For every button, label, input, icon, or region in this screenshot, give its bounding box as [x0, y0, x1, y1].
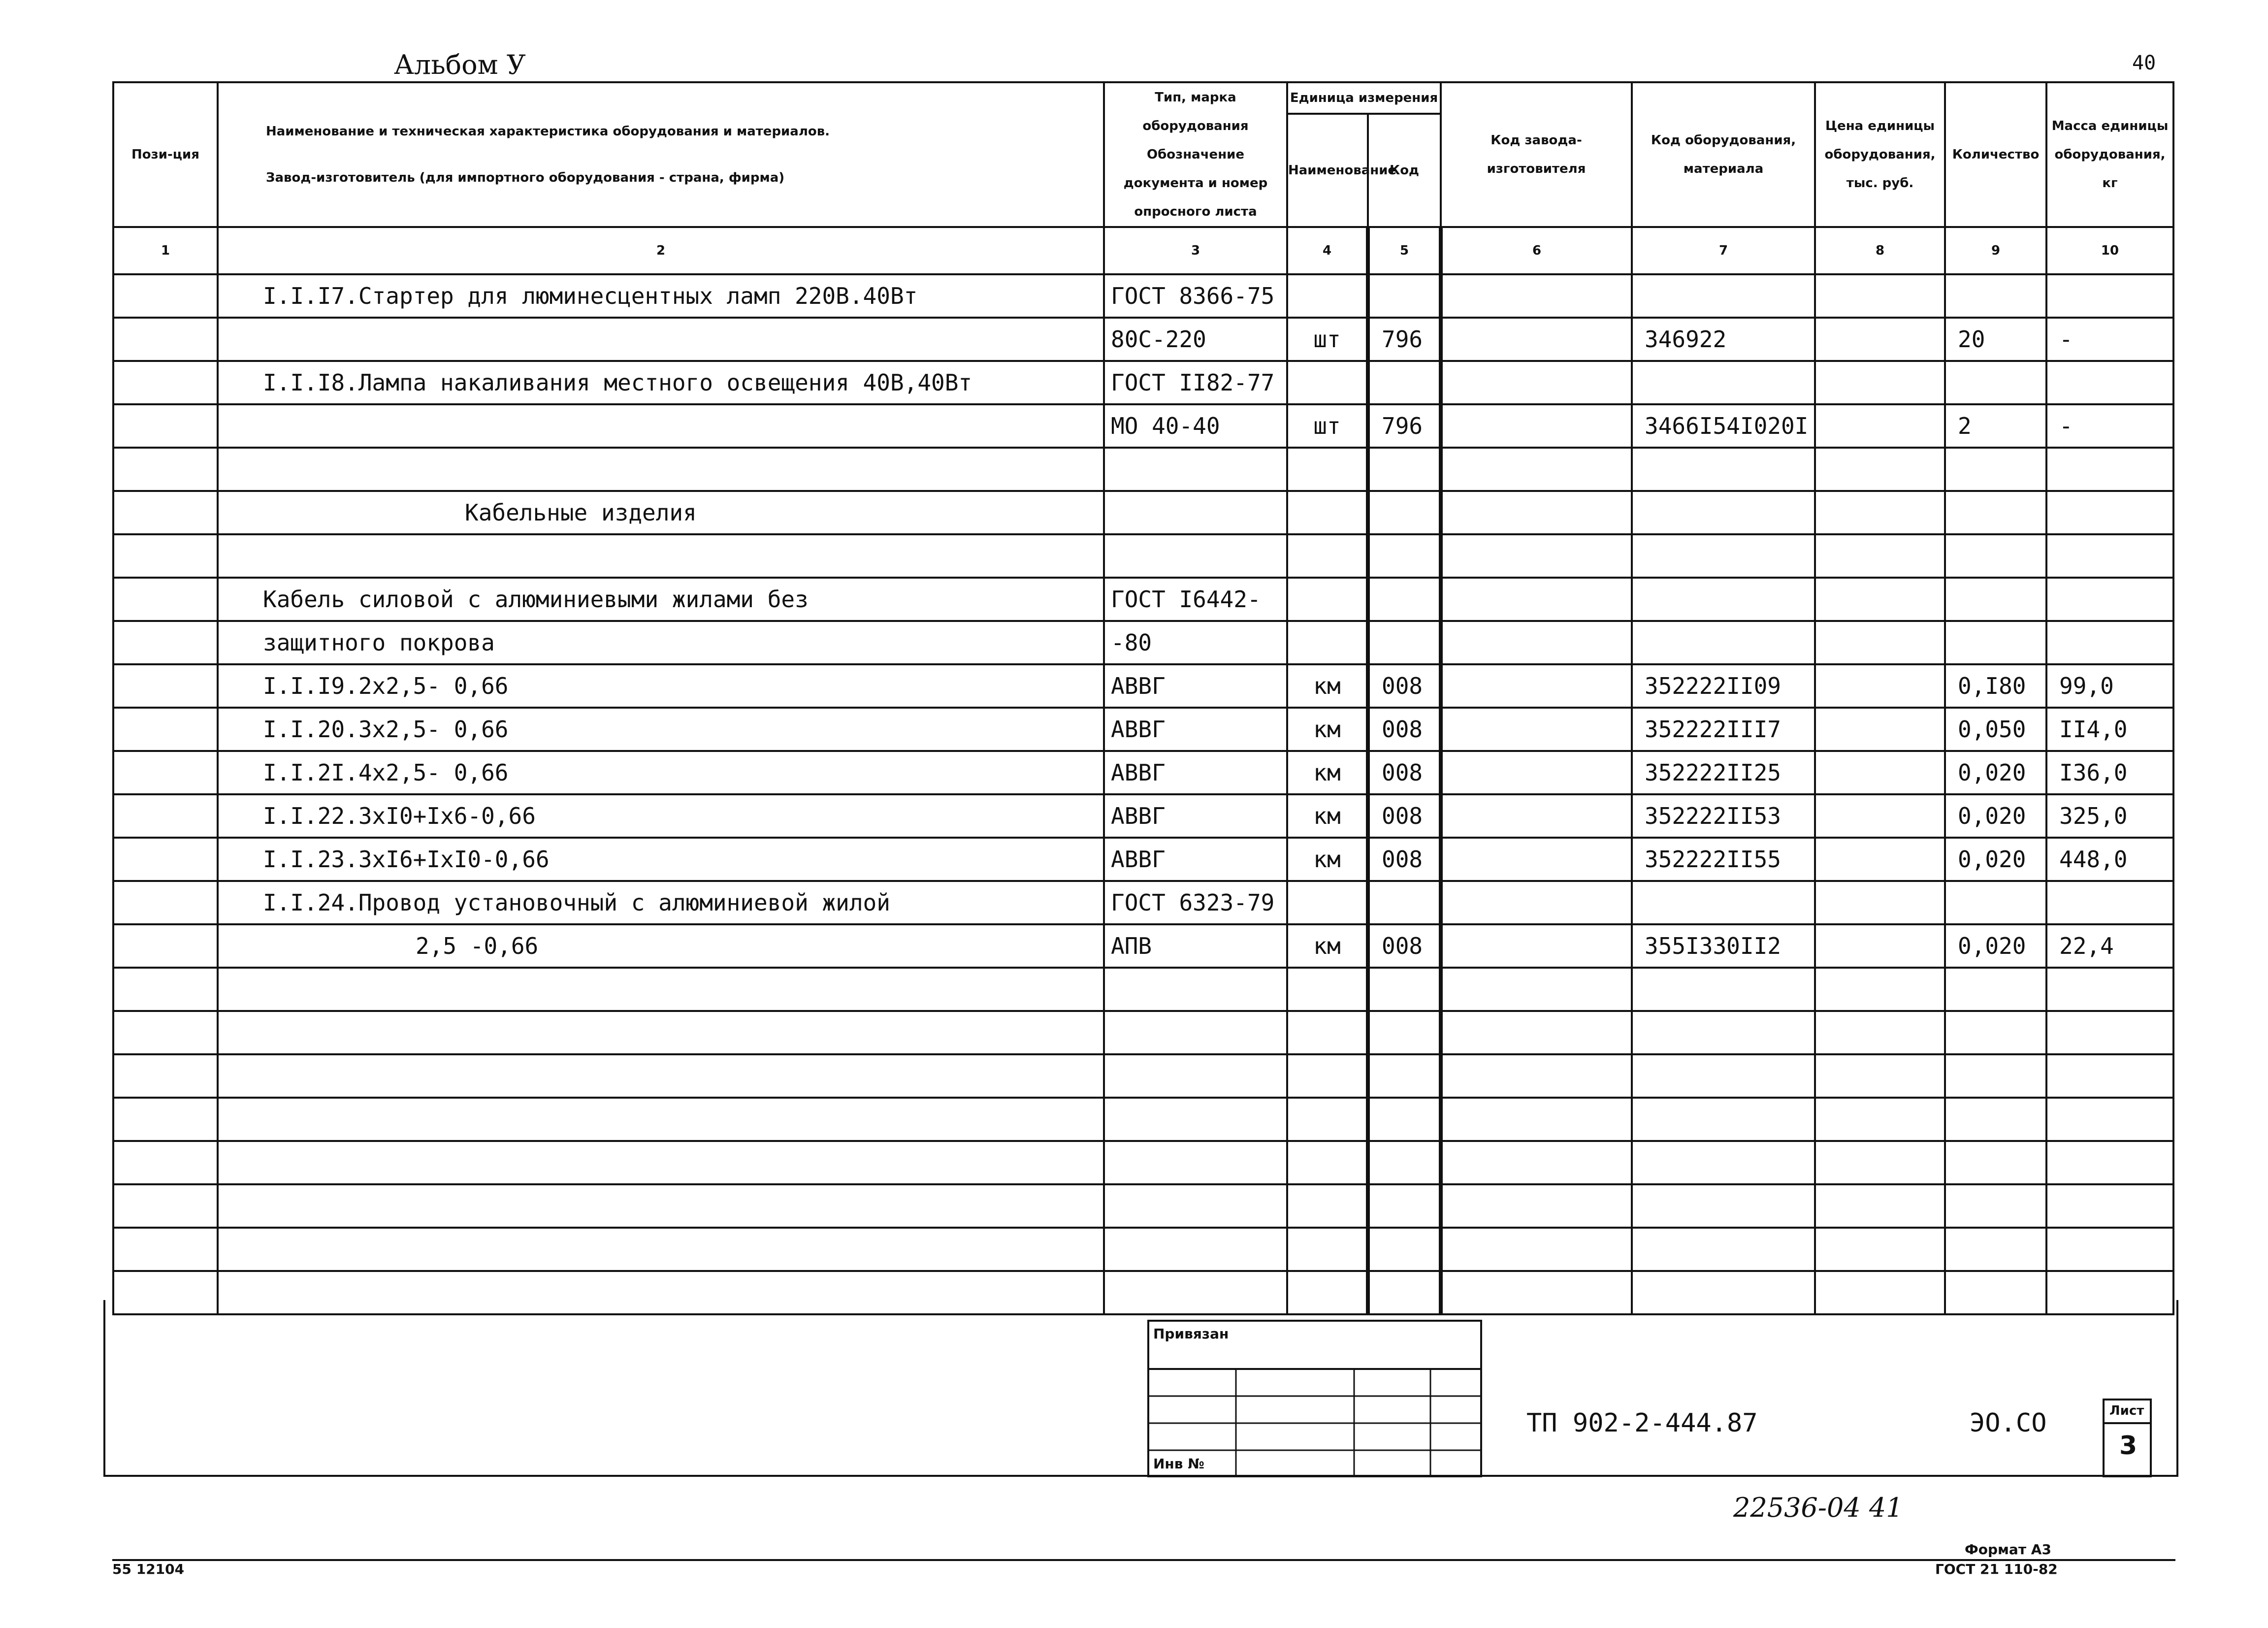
cell-ucode: [1368, 1054, 1441, 1098]
cell-qty: [1945, 491, 2046, 534]
cell-unit: [1287, 881, 1368, 924]
cell-qty: [1945, 361, 2046, 404]
cell-mass: [2046, 1098, 2173, 1141]
col-header-name-line2: Завод-изготовитель (для импортного оборудования - страна, фирма): [266, 170, 785, 185]
cell-pos: [113, 924, 218, 968]
cell-fcode: [1441, 1141, 1632, 1184]
cell-unit: [1287, 448, 1368, 491]
column-number: 9: [1945, 227, 2046, 274]
cell-name: [218, 534, 1104, 578]
cell-name: [218, 1011, 1104, 1054]
cell-name: Кабельные изделия: [218, 491, 1104, 534]
cell-fcode: [1441, 361, 1632, 404]
cell-name: [218, 968, 1104, 1011]
cell-name: [218, 1184, 1104, 1228]
cell-mass: [2046, 274, 2173, 318]
cell-qty: [1945, 578, 2046, 621]
cell-ucode: 008: [1368, 794, 1441, 838]
cell-ucode: 008: [1368, 838, 1441, 881]
cell-code: [1632, 1228, 1815, 1271]
cell-price: [1815, 664, 1945, 708]
cell-unit: [1287, 1228, 1368, 1271]
cell-qty: [1945, 1184, 2046, 1228]
cell-price: [1815, 1184, 1945, 1228]
col-header-quantity: Количество: [1945, 82, 2046, 227]
table-row: [113, 794, 2173, 838]
cell-code: [1632, 1054, 1815, 1098]
cell-mass: [2046, 1228, 2173, 1271]
cell-price: [1815, 881, 1945, 924]
cell-ucode: 008: [1368, 751, 1441, 794]
cell-price: [1815, 1098, 1945, 1141]
column-number: 4: [1287, 227, 1368, 274]
title-block-frame: [103, 1300, 2178, 1477]
approval-stamp: [1147, 1320, 1482, 1477]
archive-number: 55 12104: [112, 1561, 185, 1577]
cell-unit: [1287, 361, 1368, 404]
cell-code: 352222II25: [1632, 751, 1815, 794]
cell-type: 80С-220: [1104, 318, 1287, 361]
cell-pos: [113, 361, 218, 404]
cell-pos: [113, 1098, 218, 1141]
cell-price: [1815, 1011, 1945, 1054]
cell-mass: 99,0: [2046, 664, 2173, 708]
cell-unit: км: [1287, 751, 1368, 794]
sheet-number: 3: [2119, 1431, 2138, 1461]
cell-qty: [1945, 534, 2046, 578]
cell-mass: 448,0: [2046, 838, 2173, 881]
cell-name: I.I.20.3х2,5- 0,66: [218, 708, 1104, 751]
cell-unit: [1287, 1184, 1368, 1228]
cell-ucode: [1368, 361, 1441, 404]
cell-name: I.I.I8.Лампа накаливания местного освещения 40В,40Вт: [218, 361, 1104, 404]
table-row: [113, 491, 2173, 534]
cell-code: 3466I54I020I: [1632, 404, 1815, 448]
table-row: [113, 448, 2173, 491]
table-row: [113, 664, 2173, 708]
cell-code: 352222II55: [1632, 838, 1815, 881]
col-header-type: Тип, марка оборудования Обозначение документа и номер опросного листа: [1104, 82, 1287, 227]
cell-name: [218, 404, 1104, 448]
cell-unit: [1287, 578, 1368, 621]
col-header-name: [218, 82, 1104, 227]
cell-fcode: [1441, 664, 1632, 708]
cell-qty: [1945, 1011, 2046, 1054]
cell-code: 346922: [1632, 318, 1815, 361]
cell-code: 352222II09: [1632, 664, 1815, 708]
cell-type: [1104, 1054, 1287, 1098]
cell-ucode: [1368, 274, 1441, 318]
cell-ucode: [1368, 578, 1441, 621]
cell-mass: 325,0: [2046, 794, 2173, 838]
cell-unit: км: [1287, 708, 1368, 751]
cell-unit: [1287, 1141, 1368, 1184]
cell-code: [1632, 1141, 1815, 1184]
cell-mass: [2046, 1184, 2173, 1228]
cell-fcode: [1441, 1184, 1632, 1228]
cell-fcode: [1441, 1098, 1632, 1141]
cell-mass: -: [2046, 318, 2173, 361]
cell-type: АВВГ: [1104, 794, 1287, 838]
cell-unit: шт: [1287, 404, 1368, 448]
table-row: [113, 621, 2173, 664]
table-row: [113, 274, 2173, 318]
cell-type: АВВГ: [1104, 664, 1287, 708]
cell-pos: [113, 274, 218, 318]
table-row: [113, 361, 2173, 404]
cell-unit: [1287, 491, 1368, 534]
cell-ucode: [1368, 1228, 1441, 1271]
cell-name: защитного покрова: [218, 621, 1104, 664]
cell-type: ГОСТ I6442-: [1104, 578, 1287, 621]
cell-mass: I36,0: [2046, 751, 2173, 794]
cell-unit: км: [1287, 838, 1368, 881]
cell-type: ГОСТ 6323-79: [1104, 881, 1287, 924]
cell-mass: [2046, 881, 2173, 924]
cell-pos: [113, 491, 218, 534]
col-header-name-line1: Наименование и техническая характеристика оборудования и материалов.: [266, 124, 830, 139]
cell-fcode: [1441, 1228, 1632, 1271]
cell-qty: [1945, 1098, 2046, 1141]
cell-qty: 0,020: [1945, 794, 2046, 838]
cell-fcode: [1441, 751, 1632, 794]
cell-unit: [1287, 534, 1368, 578]
cell-price: [1815, 1054, 1945, 1098]
cell-name: 2,5 -0,66: [218, 924, 1104, 968]
cell-mass: [2046, 1054, 2173, 1098]
cell-pos: [113, 1184, 218, 1228]
table-row: [113, 578, 2173, 621]
col-header-equipment-code: Код оборудования, материала: [1632, 82, 1815, 227]
cell-name: Кабель силовой с алюминиевыми жилами без: [218, 578, 1104, 621]
cell-ucode: 008: [1368, 924, 1441, 968]
format-label: Формат А3: [1965, 1541, 2051, 1558]
cell-code: 355I330II2: [1632, 924, 1815, 968]
cell-name: [218, 1141, 1104, 1184]
cell-name: I.I.22.3хI0+Iх6-0,66: [218, 794, 1104, 838]
cell-pos: [113, 534, 218, 578]
table-row: [113, 968, 2173, 1011]
cell-pos: [113, 794, 218, 838]
cell-price: [1815, 838, 1945, 881]
table-row: [113, 838, 2173, 881]
cell-qty: 0,020: [1945, 924, 2046, 968]
stamp-label-inventory: Инв №: [1153, 1456, 1204, 1472]
cell-price: [1815, 274, 1945, 318]
cell-ucode: 008: [1368, 708, 1441, 751]
cell-unit: км: [1287, 924, 1368, 968]
cell-mass: [2046, 448, 2173, 491]
cell-qty: [1945, 274, 2046, 318]
table-row: [113, 1011, 2173, 1054]
cell-ucode: [1368, 881, 1441, 924]
handwritten-number: 22536-04 41: [1733, 1492, 1903, 1523]
cell-fcode: [1441, 534, 1632, 578]
cell-pos: [113, 1228, 218, 1271]
table-row: [113, 881, 2173, 924]
cell-ucode: [1368, 1098, 1441, 1141]
cell-ucode: [1368, 534, 1441, 578]
cell-unit: км: [1287, 664, 1368, 708]
cell-code: [1632, 448, 1815, 491]
cell-ucode: [1368, 1141, 1441, 1184]
column-number: 10: [2046, 227, 2173, 274]
cell-qty: 0,050: [1945, 708, 2046, 751]
col-header-position: Пози-ция: [113, 82, 218, 227]
cell-pos: [113, 404, 218, 448]
cell-fcode: [1441, 838, 1632, 881]
sheet-label: Лист: [2109, 1403, 2144, 1418]
cell-type: [1104, 968, 1287, 1011]
cell-unit: [1287, 968, 1368, 1011]
sheet-box: [2103, 1399, 2152, 1477]
table-row: [113, 404, 2173, 448]
cell-qty: 0,I80: [1945, 664, 2046, 708]
cell-ucode: [1368, 968, 1441, 1011]
cell-mass: [2046, 1011, 2173, 1054]
cell-mass: -: [2046, 404, 2173, 448]
cell-price: [1815, 578, 1945, 621]
cell-type: МО 40-40: [1104, 404, 1287, 448]
footer-rule: [112, 1559, 2175, 1561]
col-header-mass: Масса единицы оборудования, кг: [2046, 82, 2173, 227]
cell-code: [1632, 274, 1815, 318]
cell-unit: [1287, 1011, 1368, 1054]
cell-fcode: [1441, 1054, 1632, 1098]
cell-qty: 0,020: [1945, 838, 2046, 881]
cell-pos: [113, 1141, 218, 1184]
stamp-label-attached: Привязан: [1153, 1326, 1229, 1342]
cell-type: [1104, 1141, 1287, 1184]
document-section: ЭО.СО: [1970, 1408, 2047, 1438]
cell-price: [1815, 1228, 1945, 1271]
cell-code: [1632, 1184, 1815, 1228]
cell-fcode: [1441, 621, 1632, 664]
cell-pos: [113, 968, 218, 1011]
table-row: [113, 1184, 2173, 1228]
cell-name: [218, 1098, 1104, 1141]
cell-type: [1104, 1011, 1287, 1054]
cell-price: [1815, 794, 1945, 838]
cell-fcode: [1441, 1011, 1632, 1054]
cell-name: [218, 1054, 1104, 1098]
cell-code: [1632, 534, 1815, 578]
cell-price: [1815, 1141, 1945, 1184]
cell-pos: [113, 318, 218, 361]
cell-name: I.I.23.3хI6+IхI0-0,66: [218, 838, 1104, 881]
cell-pos: [113, 881, 218, 924]
cell-fcode: [1441, 924, 1632, 968]
table-row: [113, 1098, 2173, 1141]
cell-fcode: [1441, 968, 1632, 1011]
cell-price: [1815, 361, 1945, 404]
cell-code: 352222III7: [1632, 708, 1815, 751]
cell-unit: [1287, 1098, 1368, 1141]
column-number-row: [113, 227, 2173, 274]
cell-qty: [1945, 1228, 2046, 1271]
col-header-price: Цена единицы оборудования, тыс. руб.: [1815, 82, 1945, 227]
cell-ucode: [1368, 621, 1441, 664]
cell-pos: [113, 1054, 218, 1098]
cell-pos: [113, 751, 218, 794]
cell-name: I.I.2I.4х2,5- 0,66: [218, 751, 1104, 794]
cell-qty: 2: [1945, 404, 2046, 448]
cell-price: [1815, 318, 1945, 361]
column-number: 3: [1104, 227, 1287, 274]
cell-mass: 22,4: [2046, 924, 2173, 968]
cell-code: [1632, 578, 1815, 621]
cell-type: [1104, 448, 1287, 491]
cell-type: [1104, 1098, 1287, 1141]
cell-price: [1815, 751, 1945, 794]
cell-type: АВВГ: [1104, 751, 1287, 794]
column-number: 8: [1815, 227, 1945, 274]
cell-type: ГОСТ 8366-75: [1104, 274, 1287, 318]
cell-price: [1815, 708, 1945, 751]
cell-type: [1104, 491, 1287, 534]
cell-fcode: [1441, 794, 1632, 838]
table-row: [113, 318, 2173, 361]
cell-qty: [1945, 621, 2046, 664]
table-row: [113, 751, 2173, 794]
cell-fcode: [1441, 578, 1632, 621]
column-number: 2: [218, 227, 1104, 274]
gost-label: ГОСТ 21 110-82: [1935, 1561, 2058, 1577]
cell-name: I.I.I7.Стартер для люминесцентных ламп 220В.40Вт: [218, 274, 1104, 318]
table-row: [113, 1054, 2173, 1098]
cell-qty: [1945, 1141, 2046, 1184]
cell-pos: [113, 448, 218, 491]
cell-name: I.I.24.Провод установочный с алюминиевой жилой: [218, 881, 1104, 924]
table-row: [113, 924, 2173, 968]
cell-type: АВВГ: [1104, 708, 1287, 751]
cell-ucode: [1368, 1184, 1441, 1228]
cell-ucode: 796: [1368, 318, 1441, 361]
table-row: [113, 708, 2173, 751]
cell-code: [1632, 621, 1815, 664]
table-row: [113, 1228, 2173, 1271]
cell-price: [1815, 621, 1945, 664]
cell-qty: 20: [1945, 318, 2046, 361]
cell-mass: [2046, 968, 2173, 1011]
cell-type: [1104, 1184, 1287, 1228]
cell-unit: [1287, 621, 1368, 664]
col-header-factory-code: Код завода-изготовителя: [1441, 82, 1632, 227]
cell-ucode: [1368, 1011, 1441, 1054]
cell-pos: [113, 578, 218, 621]
document-code: ТП 902-2-444.87: [1526, 1408, 1758, 1438]
specification-table: [112, 81, 2174, 1315]
cell-fcode: [1441, 881, 1632, 924]
cell-name: [218, 1228, 1104, 1271]
cell-pos: [113, 621, 218, 664]
cell-type: [1104, 534, 1287, 578]
cell-pos: [113, 1011, 218, 1054]
cell-unit: [1287, 1054, 1368, 1098]
cell-price: [1815, 968, 1945, 1011]
cell-mass: II4,0: [2046, 708, 2173, 751]
cell-type: АВВГ: [1104, 838, 1287, 881]
column-number: 1: [113, 227, 218, 274]
cell-mass: [2046, 534, 2173, 578]
cell-price: [1815, 404, 1945, 448]
cell-qty: [1945, 448, 2046, 491]
cell-code: [1632, 1098, 1815, 1141]
col-header-unit-group: Единица измерения: [1287, 82, 1441, 114]
corner-mark: 40: [2132, 52, 2156, 74]
cell-mass: [2046, 621, 2173, 664]
cell-fcode: [1441, 448, 1632, 491]
cell-code: [1632, 491, 1815, 534]
cell-ucode: 796: [1368, 404, 1441, 448]
stamp-grid: [1147, 1320, 1482, 1477]
cell-name: [218, 318, 1104, 361]
cell-mass: [2046, 1141, 2173, 1184]
cell-fcode: [1441, 491, 1632, 534]
cell-qty: 0,020: [1945, 751, 2046, 794]
cell-mass: [2046, 578, 2173, 621]
column-number: 7: [1632, 227, 1815, 274]
cell-qty: [1945, 968, 2046, 1011]
cell-price: [1815, 924, 1945, 968]
cell-type: ГОСТ II82-77: [1104, 361, 1287, 404]
cell-price: [1815, 491, 1945, 534]
column-number: 5: [1368, 227, 1441, 274]
cell-pos: [113, 664, 218, 708]
cell-type: [1104, 1228, 1287, 1271]
cell-code: [1632, 361, 1815, 404]
cell-unit: шт: [1287, 318, 1368, 361]
cell-fcode: [1441, 318, 1632, 361]
col-header-unit-name: Наименование: [1287, 114, 1368, 227]
cell-ucode: [1368, 491, 1441, 534]
cell-type: АПВ: [1104, 924, 1287, 968]
cell-unit: [1287, 274, 1368, 318]
cell-code: [1632, 881, 1815, 924]
cell-fcode: [1441, 274, 1632, 318]
cell-fcode: [1441, 708, 1632, 751]
cell-type: -80: [1104, 621, 1287, 664]
table-row: [113, 534, 2173, 578]
cell-price: [1815, 534, 1945, 578]
column-number: 6: [1441, 227, 1632, 274]
col-header-unit-code: Код: [1368, 114, 1441, 227]
cell-mass: [2046, 361, 2173, 404]
table-row: [113, 1141, 2173, 1184]
cell-ucode: [1368, 448, 1441, 491]
cell-code: 352222II53: [1632, 794, 1815, 838]
cell-mass: [2046, 491, 2173, 534]
cell-code: [1632, 968, 1815, 1011]
album-title: Альбом У: [394, 49, 526, 80]
cell-name: I.I.I9.2х2,5- 0,66: [218, 664, 1104, 708]
cell-code: [1632, 1011, 1815, 1054]
cell-fcode: [1441, 404, 1632, 448]
cell-name: [218, 448, 1104, 491]
cell-price: [1815, 448, 1945, 491]
cell-ucode: 008: [1368, 664, 1441, 708]
cell-pos: [113, 708, 218, 751]
cell-qty: [1945, 1054, 2046, 1098]
cell-pos: [113, 838, 218, 881]
cell-unit: км: [1287, 794, 1368, 838]
cell-qty: [1945, 881, 2046, 924]
